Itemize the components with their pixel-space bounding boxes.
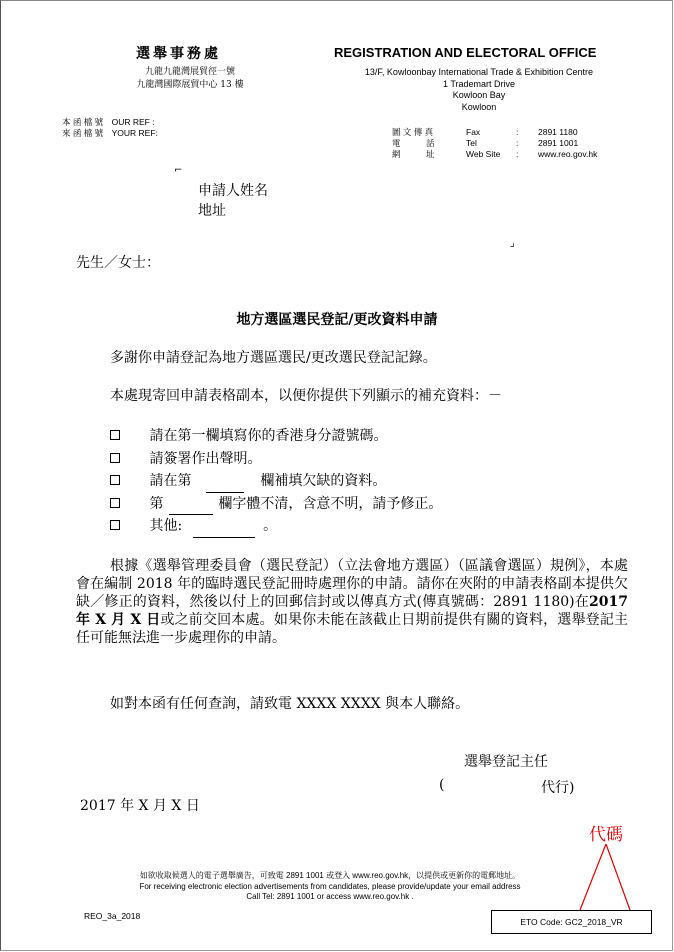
contact-sep: : bbox=[516, 138, 519, 148]
checklist-text: 請在第一欄填寫你的香港身分證號碼。 bbox=[149, 428, 388, 444]
checkbox[interactable] bbox=[110, 430, 120, 440]
office-en-address-line: 1 Trademart Drive bbox=[442, 78, 516, 89]
checklist-item bbox=[110, 425, 442, 448]
checklist-text: 請在第 bbox=[149, 473, 192, 489]
main-paragraph-text: 或之前交回本處。如果你未能在該截止日期前提供有關的資料，選舉登記主任可能無法進一步處理你的申請。 bbox=[76, 612, 628, 646]
code-annotation-label: 代碼 bbox=[589, 825, 623, 845]
contact-sep: : bbox=[516, 149, 519, 159]
our-ref: 本 函 檔 號 OUR REF : bbox=[62, 117, 155, 127]
checkbox[interactable] bbox=[110, 453, 120, 463]
checkbox[interactable] bbox=[110, 475, 120, 485]
form-code: REO_3a_2018 bbox=[84, 911, 141, 921]
enquiry-text: 如對本函有任何查詢，請致電 XXXX XXXX 與本人聯絡。 bbox=[110, 696, 470, 712]
applicant-name: 申請人姓名 bbox=[198, 183, 268, 199]
office-en-address-line: 13/F, Kowloonbay International Trade & Exhibition Centre bbox=[364, 67, 594, 77]
main-paragraph-text: 根據《選舉管理委員會（選民登記）（立法會地方選區）（區議會選區）規例》，本處會在編制 2018 年的臨時選民登記冊時處理你的申請。請你在夾附的申請表格副本提供欠缺／修正的資料，然後以付上的回郵信封或以傳真方式(傳真號碼：2891 1180)在 bbox=[76, 558, 628, 610]
contact-table bbox=[392, 127, 601, 160]
letter-date: 2017 年 X 月 X 日 bbox=[80, 798, 200, 814]
office-en-address-line: Kowloon bbox=[461, 101, 497, 112]
contact-cn-label: 網 址 bbox=[392, 149, 435, 159]
checklist-text: 其他: bbox=[149, 518, 183, 534]
contact-row-tel bbox=[392, 138, 601, 149]
checklist-text: 請簽署作出聲明。 bbox=[149, 450, 262, 467]
office-cn-address-line: 九龍灣國際展貿中心 13 樓 bbox=[136, 80, 244, 90]
footer-note bbox=[100, 871, 560, 903]
office-cn-address bbox=[133, 66, 247, 92]
contact-sep: : bbox=[516, 127, 519, 137]
contact-en-label: Fax bbox=[466, 127, 481, 137]
applicant-address: 地址 bbox=[198, 203, 226, 219]
checklist-item bbox=[110, 448, 442, 471]
contact-value: 2891 1180 bbox=[538, 127, 578, 137]
checkbox[interactable] bbox=[110, 498, 120, 508]
address-corner-open: ⌐ bbox=[174, 165, 183, 176]
checklist-text: 第 bbox=[149, 495, 164, 512]
checklist-item bbox=[110, 470, 442, 493]
office-en-name: REGISTRATION AND ELECTORAL OFFICE bbox=[334, 45, 597, 60]
contact-row-web bbox=[392, 149, 601, 160]
checklist-text: 。 bbox=[263, 518, 278, 534]
contact-value: www.reo.gov.hk bbox=[538, 149, 598, 159]
footer-en-line: For receiving electronic election advertisements from candidates, please provide/update your email address bbox=[139, 881, 521, 891]
signature-paren-open: ( bbox=[439, 777, 445, 793]
checklist-item bbox=[110, 493, 442, 516]
contact-cn-label: 電 話 bbox=[392, 138, 435, 148]
main-paragraph bbox=[76, 557, 628, 647]
salutation: 先生／女士： bbox=[76, 255, 160, 271]
eto-code: ETO Code: GC2_2018_VR bbox=[520, 917, 623, 927]
intro-text: 多謝你申請登記為地方選區選民/更改選民登記記錄。 bbox=[110, 350, 437, 366]
address-corner-close: ⌟ bbox=[510, 238, 515, 249]
contact-cn-label: 圖 文 傳 真 bbox=[392, 127, 434, 137]
checklist-item bbox=[110, 515, 442, 538]
signature-acting: 代行) bbox=[541, 780, 575, 796]
footer-cn-line: 如欲收取候選人的電子選舉廣告，可致電 2891 1001 或登入 www.reo.gov.hk，以提供或更新你的電郵地址。 bbox=[139, 871, 521, 880]
your-ref: 來 函 檔 號 YOUR REF: bbox=[62, 128, 158, 138]
contact-en-label: Tel bbox=[466, 138, 477, 148]
checkbox[interactable] bbox=[110, 520, 120, 530]
contact-value: 2891 1001 bbox=[538, 138, 579, 148]
other-blank[interactable] bbox=[193, 537, 255, 538]
checklist bbox=[110, 425, 442, 538]
checklist-text: 欄補填欠缺的資料。 bbox=[260, 473, 387, 489]
contact-en-label: Web Site bbox=[466, 149, 501, 159]
office-en-address-line: Kowloon Bay bbox=[452, 90, 506, 100]
footer-en-line: Call Tel: 2891 1001 or access www.reo.gov.hk . bbox=[246, 892, 414, 901]
contact-row-fax bbox=[392, 127, 601, 138]
office-cn-name: 選舉事務處 bbox=[136, 46, 221, 62]
annotation-arrow-icon bbox=[576, 842, 636, 914]
eto-code-box bbox=[491, 910, 652, 934]
letter-subject: 地方選區選民登記/更改資料申請 bbox=[236, 312, 438, 328]
checklist-text: 欄字體不清，含意不明，請予修正。 bbox=[218, 495, 443, 512]
signatory-title: 選舉登記主任 bbox=[464, 754, 548, 770]
request-intro-text: 本處現寄回申請表格副本，以便你提供下列顯示的補充資料：－ bbox=[110, 388, 502, 404]
deadline-date: 2017 年 X 月 X 日 bbox=[76, 594, 628, 628]
office-en-address bbox=[343, 67, 615, 113]
office-cn-address-line: 九龍九龍灣展貿徑一號 bbox=[144, 67, 235, 77]
